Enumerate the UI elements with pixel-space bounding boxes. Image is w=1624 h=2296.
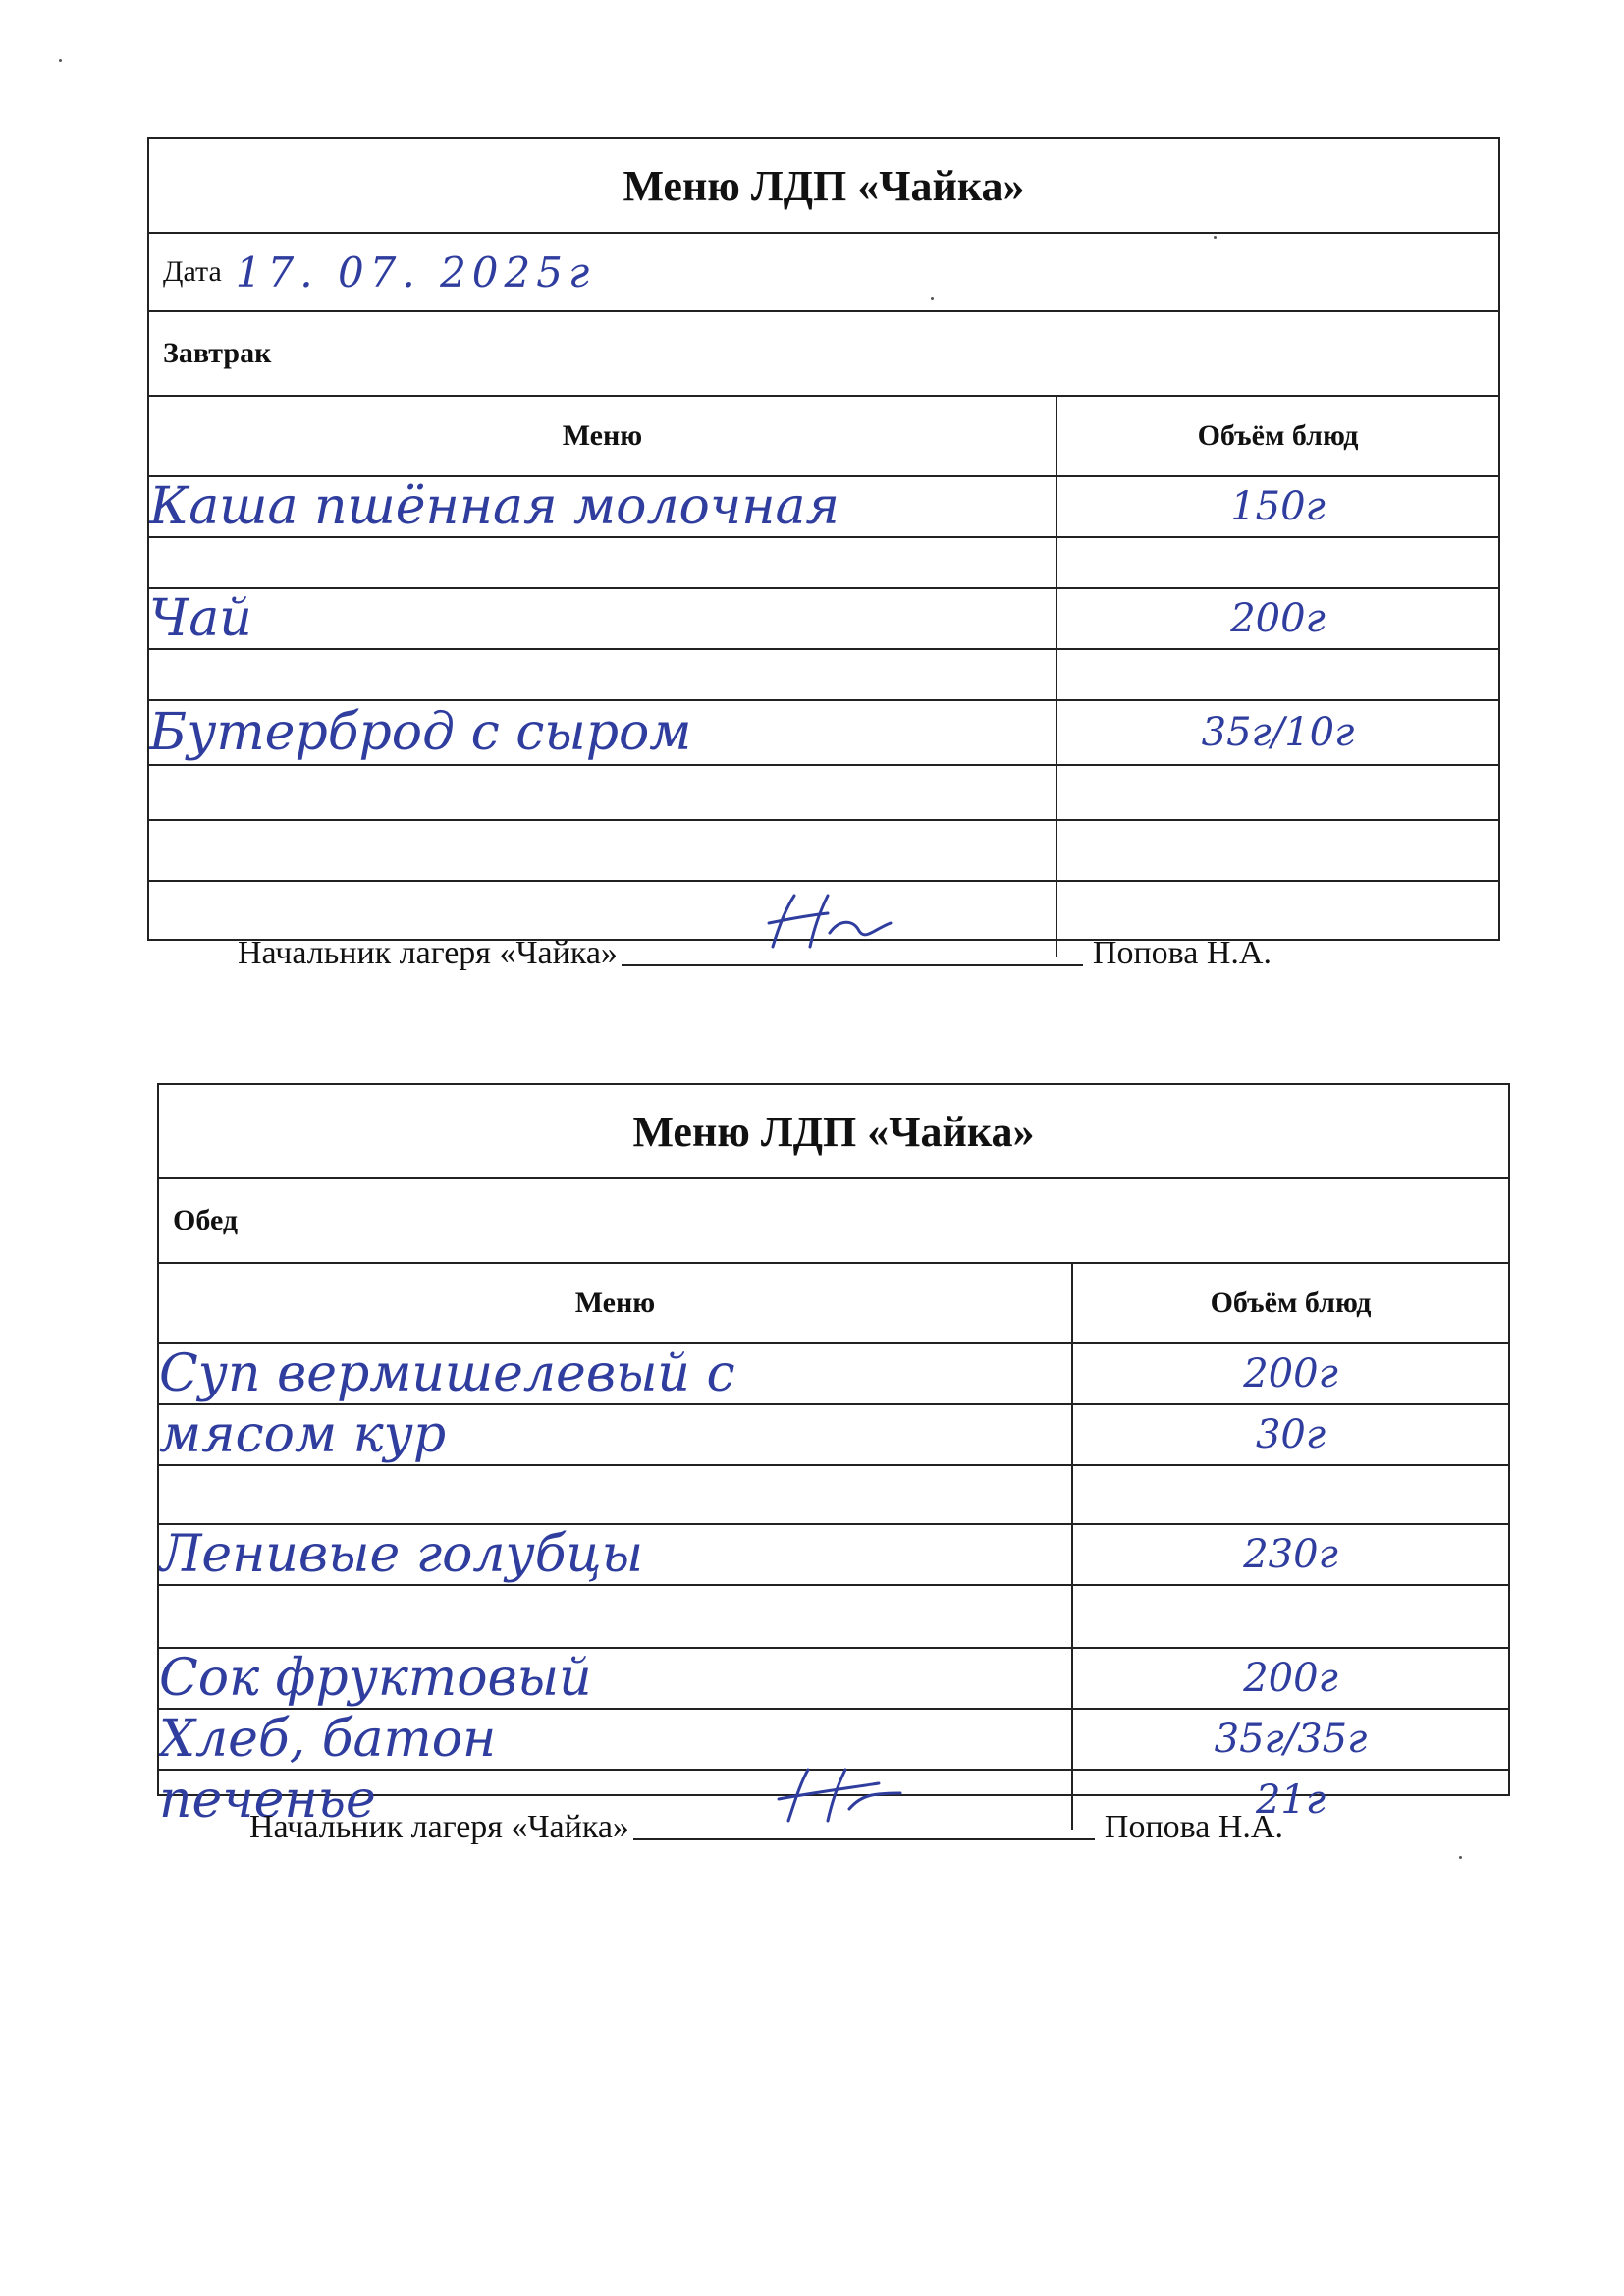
- signature-person: Попова Н.А.: [1092, 935, 1272, 971]
- amount-cell: 200г: [1056, 588, 1498, 649]
- breakfast-items-table: [149, 397, 1498, 957]
- dish-cell: [159, 1465, 1072, 1524]
- scan-speck: [59, 59, 62, 62]
- date-value: 17. 07. 2025г: [235, 247, 596, 297]
- lunch-signature-line: [249, 1805, 1283, 1846]
- lunch-column-menu: Меню: [159, 1264, 1072, 1343]
- breakfast-column-volume: Объём блюд: [1056, 397, 1498, 476]
- scan-speck: [931, 297, 934, 300]
- lunch-column-volume: Объём блюд: [1072, 1264, 1508, 1343]
- amount-cell: 200г: [1072, 1343, 1508, 1404]
- amount-cell: [1056, 765, 1498, 820]
- dish-cell: Хлеб, батон: [159, 1709, 1072, 1770]
- breakfast-table-header: [149, 397, 1498, 476]
- amount-cell: 35г/10г: [1056, 700, 1498, 765]
- table-row: [159, 1585, 1508, 1648]
- amount-cell: [1072, 1585, 1508, 1648]
- dish-cell: Бутерброд с сыром: [149, 700, 1056, 765]
- table-row: [149, 820, 1498, 881]
- lunch-meal-label: Обед: [159, 1179, 1508, 1264]
- handwritten-signature: [771, 1764, 908, 1827]
- lunch-items-table: [159, 1264, 1508, 1830]
- breakfast-signature-line: [238, 931, 1272, 972]
- amount-cell: 200г: [1072, 1648, 1508, 1709]
- amount-cell: [1056, 537, 1498, 588]
- table-row: [159, 1404, 1508, 1465]
- table-row: [159, 1465, 1508, 1524]
- lunch-menu-title: Меню ЛДП «Чайка»: [159, 1085, 1508, 1179]
- scan-speck: [1459, 1856, 1462, 1859]
- lunch-table-header: [159, 1264, 1508, 1343]
- breakfast-meal-label: Завтрак: [149, 312, 1498, 397]
- dish-cell: [149, 820, 1056, 881]
- dish-cell: Суп вермишелевый с: [159, 1343, 1072, 1404]
- table-row: [149, 700, 1498, 765]
- amount-cell: 30г: [1072, 1404, 1508, 1465]
- signature-blank: [622, 931, 1083, 966]
- table-row: [159, 1524, 1508, 1585]
- table-row: [149, 588, 1498, 649]
- dish-cell: [149, 537, 1056, 588]
- breakfast-menu-title: Меню ЛДП «Чайка»: [149, 139, 1498, 234]
- amount-cell: 150г: [1056, 476, 1498, 537]
- amount-cell: [1056, 820, 1498, 881]
- dish-cell: Чай: [149, 588, 1056, 649]
- dish-cell: [159, 1585, 1072, 1648]
- table-row: [159, 1343, 1508, 1404]
- dish-cell: мясом кур: [159, 1404, 1072, 1465]
- date-label: Дата: [163, 255, 222, 288]
- signature-role: Начальник лагеря «Чайка»: [249, 1809, 629, 1845]
- amount-cell: [1072, 1465, 1508, 1524]
- dish-cell: Каша пшённая молочная: [149, 476, 1056, 537]
- dish-cell: [149, 649, 1056, 700]
- signature-role: Начальник лагеря «Чайка»: [238, 935, 618, 971]
- breakfast-column-menu: Меню: [149, 397, 1056, 476]
- signature-blank: [633, 1805, 1095, 1840]
- amount-cell: 230г: [1072, 1524, 1508, 1585]
- dish-cell: Сок фруктовый: [159, 1648, 1072, 1709]
- date-row: [149, 234, 1498, 312]
- table-row: [149, 476, 1498, 537]
- table-row: [149, 649, 1498, 700]
- dish-cell: [149, 765, 1056, 820]
- amount-cell: 21г: [1072, 1770, 1508, 1830]
- table-row: [159, 1648, 1508, 1709]
- amount-cell: 35г/35г: [1072, 1709, 1508, 1770]
- amount-cell: [1056, 649, 1498, 700]
- breakfast-menu-card: [147, 137, 1500, 941]
- dish-cell: печенье: [159, 1770, 1072, 1830]
- table-row: [149, 765, 1498, 820]
- table-row: [159, 1709, 1508, 1770]
- scan-speck: [1214, 236, 1217, 239]
- table-row: [149, 537, 1498, 588]
- handwritten-signature: [759, 890, 896, 953]
- dish-cell: Ленивые голубцы: [159, 1524, 1072, 1585]
- signature-person: Попова Н.А.: [1104, 1809, 1283, 1845]
